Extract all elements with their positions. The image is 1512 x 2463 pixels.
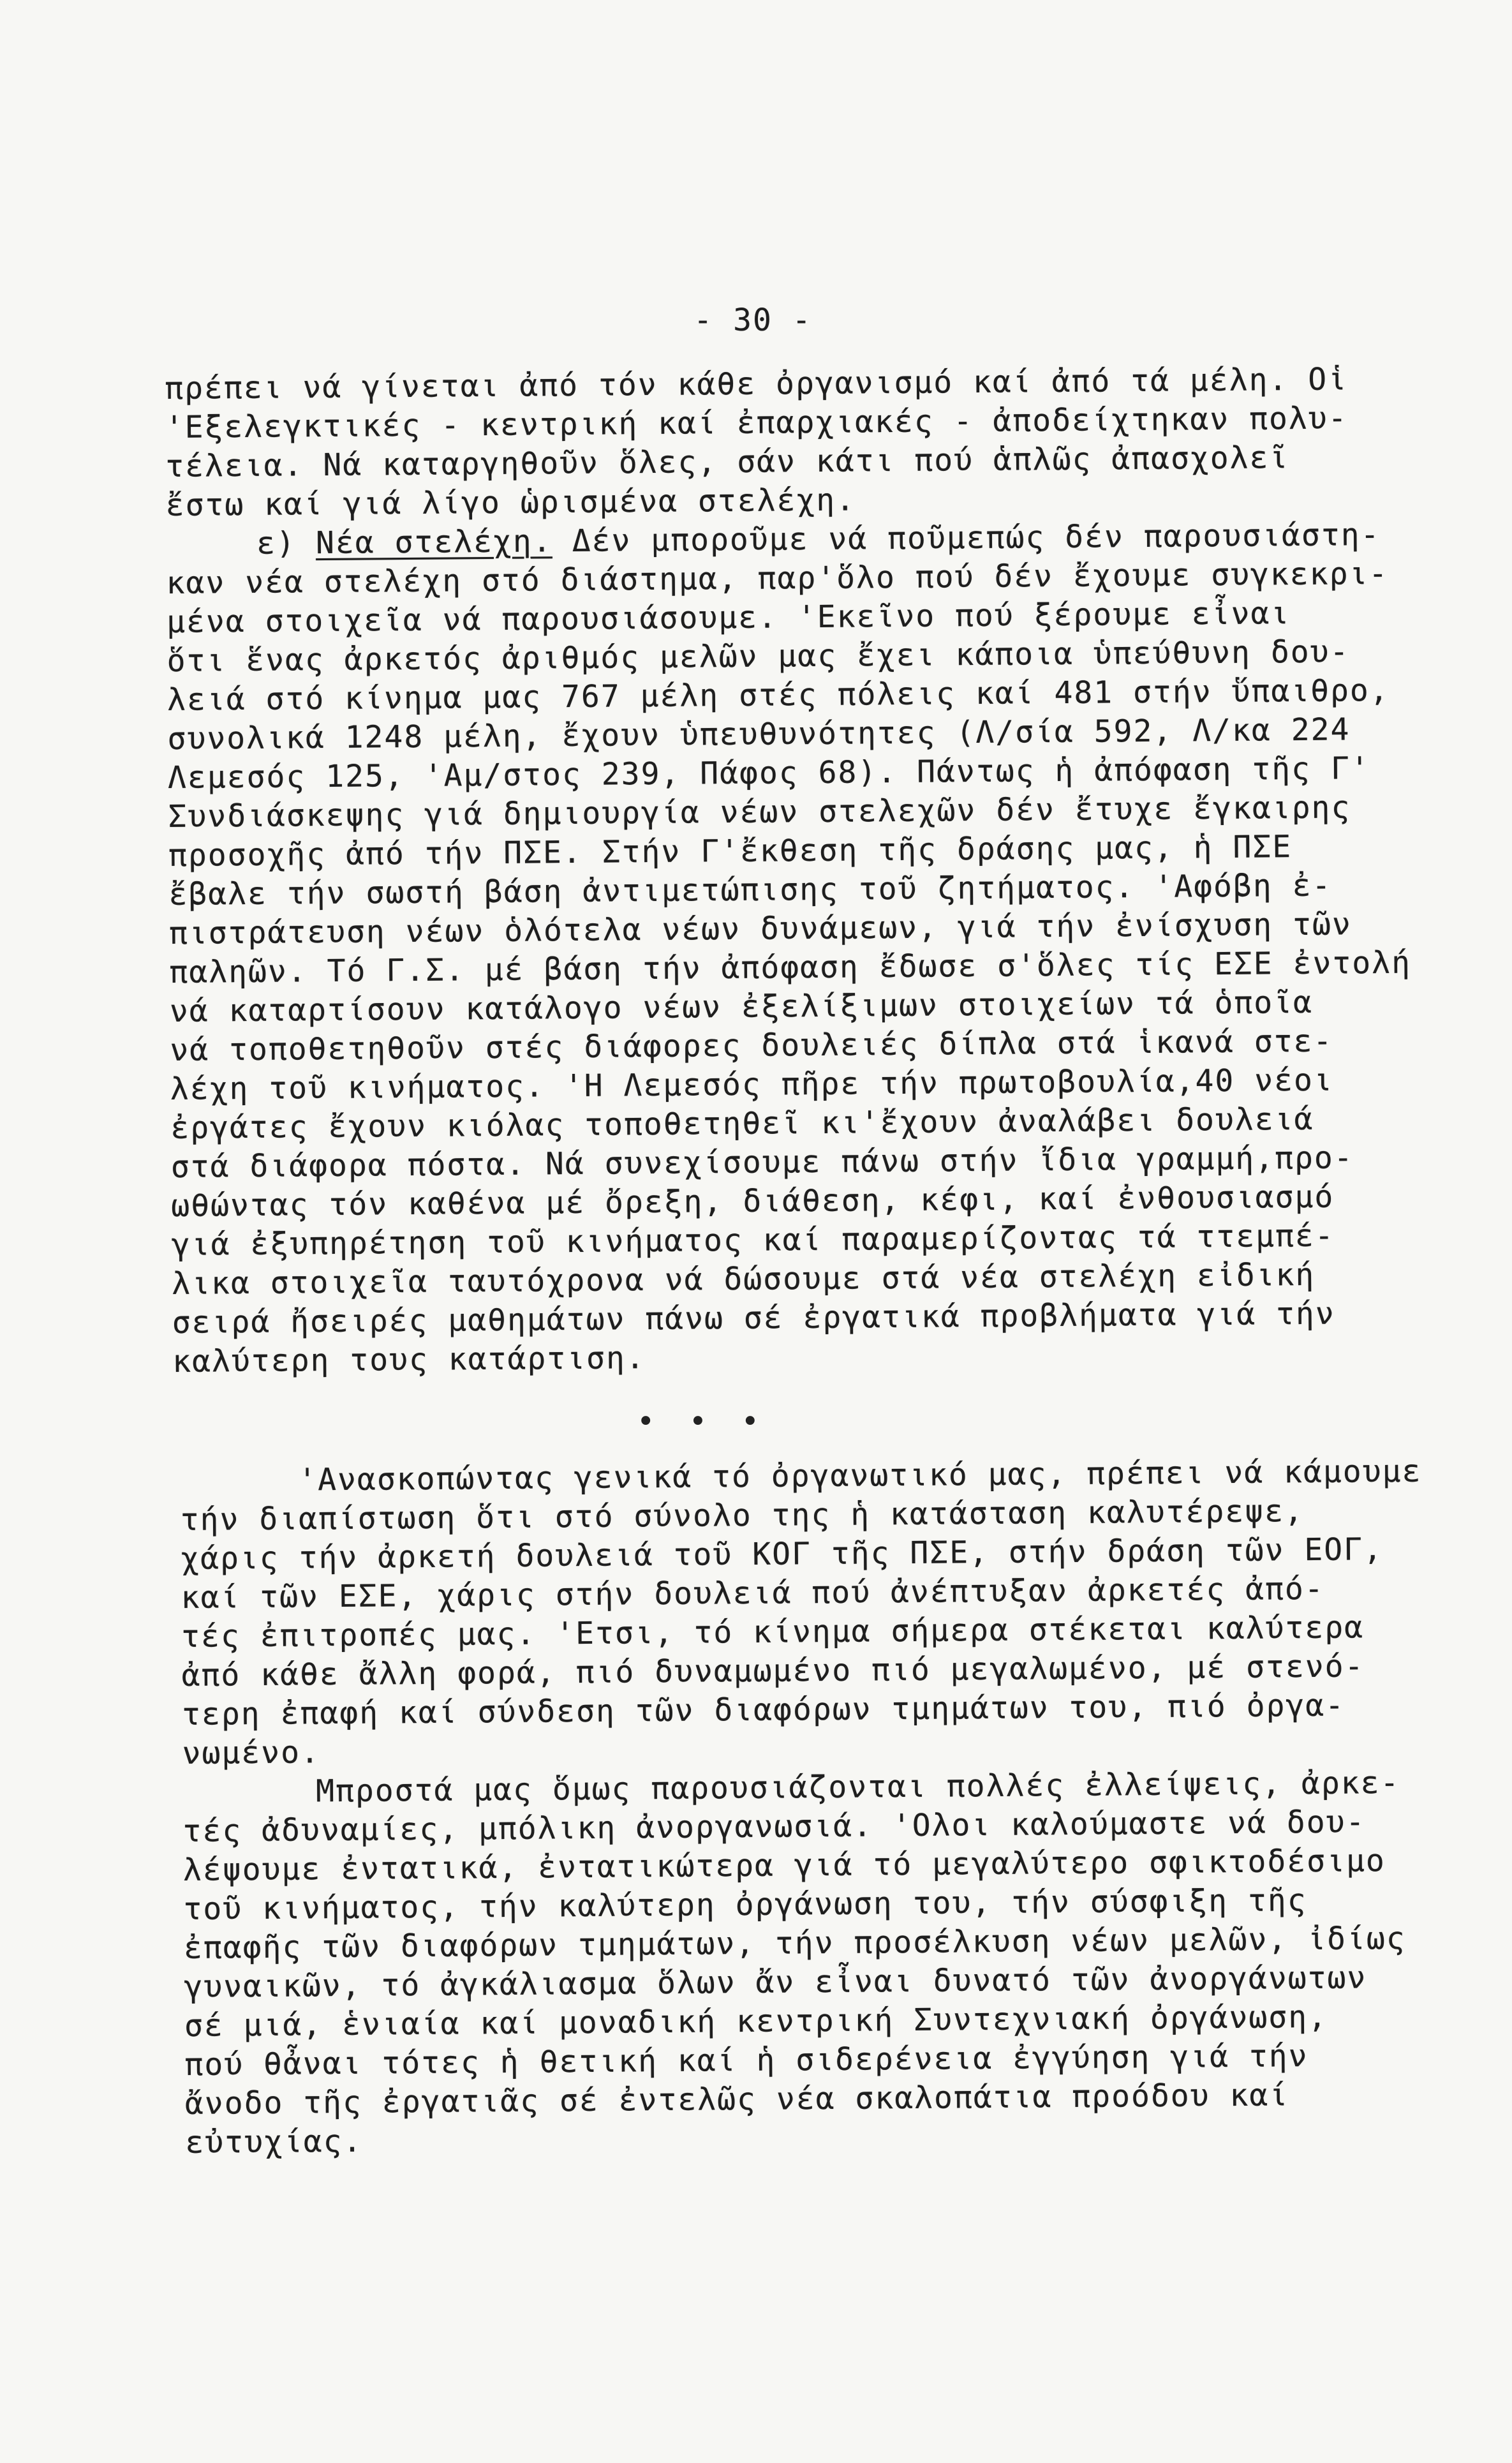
text-line: στά διάφορα πόστα. Νά συνεχίσουμε πάνω στήν ἴδια γραμμή,προ-: [170, 1140, 1354, 1185]
section-marker: ε): [256, 525, 297, 562]
text-line: παληῶν. Τό Γ.Σ. μέ βάση τήν ἀπόφαση ἔδωσε σ'ὅλες τίς ΕΣΕ ἐντολή: [169, 944, 1412, 990]
text-line: εὐτυχίας.: [185, 2123, 363, 2161]
text-block-review: [180, 1452, 1427, 2162]
text-line: τέλεια. Νά καταργηθοῦν ὅλες, σάν κάτι πού ἁπλῶς ἀπασχολεῖ: [165, 440, 1289, 484]
text-line: τές ἀδυναμίες, μπόλικη ἀνοργανωσιά. 'Ολοι καλούμαστε νά δου-: [182, 1804, 1366, 1849]
text-line: τήν διαπίστωση ὅτι στό σύνολο της ἡ κατάσταση καλυτέρεψε,: [180, 1493, 1305, 1538]
text-line: νά καταρτίσουν κατάλογο νέων ἐξελίξιμων στοιχείων τά ὁποῖα: [169, 984, 1314, 1029]
text-line: γιά ἐξυπηρέτηση τοῦ κινήματος καί παραμερίζοντας τά ττεμπέ-: [171, 1217, 1335, 1263]
text-line: τερη ἐπαφή καί σύνδεση τῶν διαφόρων τμημάτων του, πιό ὀργα-: [181, 1687, 1345, 1732]
text-line: λειά στό κίνημα μας 767 μέλη στές πόλεις καί 481 στήν ὕπαιθρο,: [167, 672, 1390, 718]
text-line: γυναικῶν, τό ἀγκάλιασμα ὅλων ἄν εἶναι δυνατό τῶν ἀνοργάνωτων: [184, 1960, 1367, 2005]
text-line: καν νέα στελέχη στό διάστημα, παρ'ὅλο πού δέν ἔχουμε συγκεκρι-: [166, 555, 1389, 601]
text-line: ἔβαλε τήν σωστή βάση ἀντιμετώπισης τοῦ ζητήματος. 'Αφόβη ἐ-: [168, 867, 1332, 912]
text-line: λέψουμε ἐντατικά, ἐντατικώτερα γιά τό μεγαλύτερο σφικτοδέσιμο: [182, 1843, 1386, 1888]
text-line: καί τῶν ΕΣΕ, χάρις στήν δουλειά πού ἀνέπτυξαν ἀρκετές ἀπό-: [181, 1570, 1324, 1616]
text-line: σέ μιά, ἑνιαία καί μοναδική κεντρική Συντεχνιακή ὀργάνωση,: [184, 1998, 1328, 2044]
text-line: ωθώντας τόν καθένα μέ ὄρεξη, διάθεση, κέφι, καί ἐνθουσιασμό: [171, 1179, 1335, 1224]
text-line: πρέπει νά γίνεται ἀπό τόν κάθε ὀργανισμό καί ἀπό τά μέλη. Οἱ: [165, 361, 1348, 406]
text-line: τές ἐπιτροπές μας. 'Ετσι, τό κίνημα σήμερα στέκεται καλύτερα: [181, 1609, 1365, 1655]
page-number: - 30 -: [693, 302, 812, 338]
section-separator: • • •: [636, 1404, 767, 1440]
text-line: ἄνοδο τῆς ἐργατιᾶς σέ ἐντελῶς νέα σκαλοπάτια προόδου καί: [184, 2077, 1289, 2122]
text-line: 'Εξελεγκτικές - κεντρική καί ἐπαρχιακές - ἀποδείχτηκαν πολυ-: [165, 400, 1348, 445]
text-line: Συνδιάσκεψης γιά δημιουργία νέων στελεχῶν δέν ἔτυχε ἔγκαιρης: [168, 789, 1351, 835]
section-heading: Νέα στελέχη.: [315, 523, 552, 562]
text-block-organisation: [165, 360, 1414, 1381]
text-line: ἔστω καί γιά λίγο ὡρισμένα στελέχη.: [165, 482, 856, 523]
text-line: νά τοποθετηθοῦν στές διάφορες δουλειές δίπλα στά ἱκανά στε-: [170, 1023, 1333, 1068]
text-line: σειρά ἤσειρές μαθημάτων πάνω σέ ἐργατικά προβλήματα γιά τήν: [172, 1295, 1335, 1341]
text-line: συνολικά 1248 μέλη, ἔχουν ὑπευθυνότητες (Λ/σία 592, Λ/κα 224: [167, 711, 1351, 757]
text-line: λικα στοιχεῖα ταυτόχρονα νά δώσουμε στά νέα στελέχη εἰδική: [172, 1256, 1316, 1302]
text-line: προσοχῆς ἀπό τήν ΠΣΕ. Στήν Γ'ἔκθεση τῆς δράσης μας, ἡ ΠΣΕ: [168, 829, 1293, 874]
text-line: ἀπό κάθε ἄλλη φορά, πιό δυναμωμένο πιό μεγαλωμένο, μέ στενό-: [181, 1648, 1365, 1693]
text-line: τοῦ κινήματος, τήν καλύτερη ὀργάνωση του, τήν σύσφιξη τῆς: [183, 1882, 1307, 1927]
text-line: νωμένο.: [182, 1734, 321, 1771]
text-line: πού θἆναι τότες ἡ θετική καί ἡ σιδερένεια ἐγγύηση γιά τήν: [184, 2038, 1308, 2083]
text-line: πιστράτευση νέων ὁλότελα νέων δυνάμεων, γιά τήν ἐνίσχυση τῶν: [168, 906, 1353, 951]
text-line: χάρις τήν ἀρκετή δουλειά τοῦ ΚΟΓ τῆς ΠΣΕ, στήν δράση τῶν ΕΟΓ,: [180, 1531, 1384, 1577]
text-line: Μπροστά μας ὅμως παρουσιάζονται πολλές ἐλλείψεις, ἀρκε-: [315, 1764, 1400, 1810]
text-line: λέχη τοῦ κινήματος. 'Η Λεμεσός πῆρε τήν πρωτοβουλία,40 νέοι: [170, 1062, 1334, 1107]
section-text: Δέν μποροῦμε νά ποῦμεπώς δέν παρουσιάστη-: [572, 517, 1381, 559]
text-line: Λεμεσός 125, 'Αμ/στος 239, Πάφος 68). Πάντως ἡ ἀπόφαση τῆς Γ': [167, 750, 1371, 796]
text-line: ἐργάτες ἔχουν κιόλας τοποθετηθεῖ κι'ἔχουν ἀναλάβει δουλειά: [170, 1101, 1314, 1146]
text-line: ὅτι ἕνας ἀρκετός ἀριθμός μελῶν μας ἔχει κάποια ὑπεύθυνη δου-: [167, 634, 1350, 679]
text-line: μένα στοιχεῖα νά παρουσιάσουμε. 'Εκεῖνο πού ξέρουμε εἶναι: [166, 595, 1291, 640]
text-line: ἐπαφῆς τῶν διαφόρων τμημάτων, τήν προσέλκυση νέων μελῶν, ἰδίως: [183, 1920, 1406, 1966]
text-line: 'Ανασκοπώντας γενικά τό ὀργανωτικό μας, πρέπει νά κάμουμε: [298, 1453, 1422, 1498]
text-line: καλύτερη τους κατάρτιση.: [172, 1340, 646, 1380]
